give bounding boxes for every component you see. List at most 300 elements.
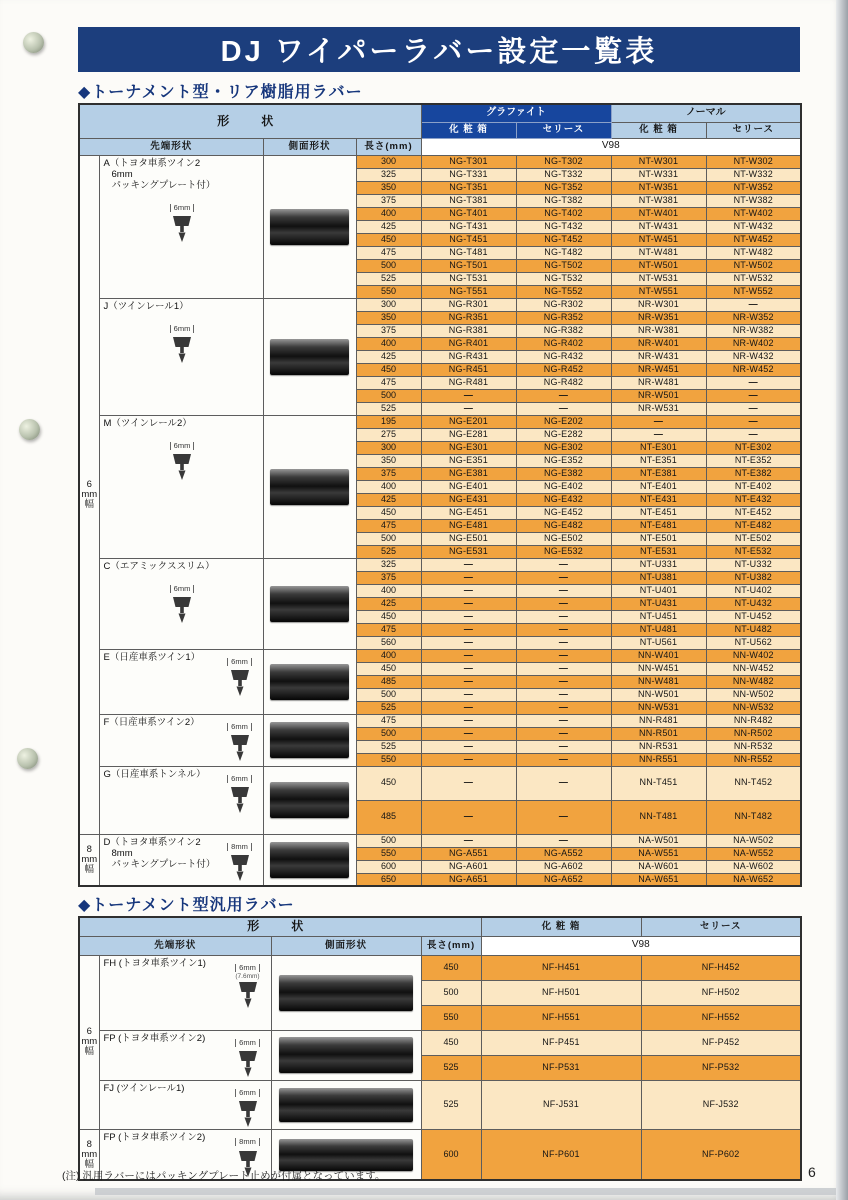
part-number-cell: NT-U481 (611, 623, 706, 636)
group-label-line: J（ツインレール1） (103, 300, 189, 312)
tip-size-note: (7.6mm) (235, 973, 260, 981)
tip-profile-icon (227, 1033, 269, 1079)
part-number-cell: NA-W501 (611, 834, 706, 847)
part-number-cell: NG-A601 (421, 860, 516, 873)
group-inner (100, 715, 263, 764)
empty-part-cell: — (611, 415, 706, 428)
part-number-cell: NT-W351 (611, 181, 706, 194)
part-number-cell: NT-W301 (611, 155, 706, 168)
part-number-cell: NG-R401 (421, 337, 516, 350)
part-number-cell: NT-W482 (706, 246, 801, 259)
group-label (104, 837, 219, 870)
empty-part-cell: — (516, 688, 611, 701)
side-profile-photo (279, 1139, 413, 1171)
part-number-cell: NG-E352 (516, 454, 611, 467)
general-rubber-table (78, 916, 802, 1181)
empty-part-cell: — (516, 675, 611, 688)
part-number-cell: NG-E502 (516, 532, 611, 545)
empty-part-cell: — (421, 740, 516, 753)
part-number-cell: NT-E351 (611, 454, 706, 467)
part-number-cell: NT-E382 (706, 467, 801, 480)
part-number-cell: NN-W531 (611, 701, 706, 714)
part-number-cell: NF-P601 (481, 1130, 641, 1180)
length-cell: 500 (356, 688, 421, 701)
group-inner (100, 1081, 271, 1130)
empty-part-cell: — (516, 597, 611, 610)
side-shape-cell (263, 649, 356, 714)
side-shape-cell (271, 1080, 421, 1130)
tip-shape-cell (99, 955, 271, 1030)
empty-part-cell: — (421, 800, 516, 834)
empty-part-cell: — (706, 402, 801, 415)
length-cell: 600 (356, 860, 421, 873)
part-number-cell: NG-T401 (421, 207, 516, 220)
tip-shape-cell (99, 766, 263, 834)
part-number-cell: NG-E532 (516, 545, 611, 558)
group-label (104, 652, 219, 663)
tip-glyph (168, 596, 196, 624)
length-cell: 195 (356, 415, 421, 428)
tip-size-label: 6mm (235, 1089, 260, 1097)
side-profile-photo (279, 975, 413, 1011)
length-cell: 375 (356, 571, 421, 584)
group-label (104, 418, 261, 429)
part-number-cell: NG-A551 (421, 847, 516, 860)
empty-part-cell: — (611, 428, 706, 441)
width-band-label: 8 mm 幅 (79, 1130, 99, 1180)
group-label-line: D（トヨタ車系ツイン2 (103, 836, 201, 848)
part-number-cell: NG-A651 (421, 873, 516, 886)
part-number-cell: NG-T501 (421, 259, 516, 272)
group-label (104, 1033, 227, 1044)
tip-glyph (226, 854, 254, 882)
length-cell: 300 (356, 298, 421, 311)
part-number-cell: NR-W352 (706, 311, 801, 324)
part-number-cell: NT-W452 (706, 233, 801, 246)
part-number-cell: NG-T332 (516, 168, 611, 181)
length-cell: 560 (356, 636, 421, 649)
part-number-cell: NG-T402 (516, 207, 611, 220)
part-number-cell: NT-W552 (706, 285, 801, 298)
part-number-cell: NT-E451 (611, 506, 706, 519)
group-inner (100, 767, 263, 816)
tip-size-label: 8mm (235, 1138, 260, 1146)
length-cell: 475 (356, 714, 421, 727)
part-number-cell: NN-R531 (611, 740, 706, 753)
empty-part-cell: — (516, 800, 611, 834)
model-row-v98: V98 (481, 936, 801, 955)
group-inner (100, 299, 263, 366)
part-number-cell: NA-W601 (611, 860, 706, 873)
part-number-cell: NT-U451 (611, 610, 706, 623)
length-cell: 500 (356, 834, 421, 847)
part-number-cell: NG-T451 (421, 233, 516, 246)
part-number-cell: NT-U381 (611, 571, 706, 584)
part-number-cell: NT-W381 (611, 194, 706, 207)
group-inner (100, 835, 263, 884)
group-label (104, 1132, 227, 1143)
length-cell: 550 (421, 1005, 481, 1030)
group-inner (100, 650, 263, 699)
group-label-line: FP (トヨタ車系ツイン2) (103, 1032, 206, 1044)
empty-part-cell: — (421, 688, 516, 701)
length-cell: 450 (356, 233, 421, 246)
part-number-cell: NG-R452 (516, 363, 611, 376)
col-header-tip-shape: 先端形状 (79, 936, 271, 955)
part-number-cell: NN-W481 (611, 675, 706, 688)
side-profile-photo (270, 782, 349, 818)
tip-size-label: 6mm (235, 964, 260, 972)
empty-part-cell: — (421, 636, 516, 649)
part-number-cell: NT-U401 (611, 584, 706, 597)
hole-punch (23, 32, 44, 53)
part-number-cell: NG-E201 (421, 415, 516, 428)
model-row-v98: V98 (421, 138, 801, 155)
tip-profile-icon (104, 319, 261, 365)
empty-part-cell: — (421, 649, 516, 662)
col-header-box: 化 粧 箱 (421, 122, 516, 138)
part-number-cell: NR-W531 (611, 402, 706, 415)
empty-part-cell: — (516, 714, 611, 727)
tip-profile-icon (219, 717, 261, 763)
length-cell: 525 (356, 701, 421, 714)
length-cell: 425 (356, 493, 421, 506)
empty-part-cell: — (421, 662, 516, 675)
length-cell: 350 (356, 454, 421, 467)
hole-punch (19, 419, 40, 440)
empty-part-cell: — (516, 610, 611, 623)
part-number-cell: NT-E502 (706, 532, 801, 545)
empty-part-cell: — (516, 558, 611, 571)
part-number-cell: NG-E281 (421, 428, 516, 441)
tip-glyph (226, 734, 254, 762)
part-number-cell: NA-W552 (706, 847, 801, 860)
group-inner (100, 559, 263, 626)
part-number-cell: NR-W381 (611, 324, 706, 337)
part-number-cell: NT-E301 (611, 441, 706, 454)
tip-glyph (168, 453, 196, 481)
section-title-general: ◆トーナメント型汎用ラバー (78, 897, 295, 914)
col-header-graphite: グラファイト (421, 104, 611, 122)
part-number-cell: NG-T551 (421, 285, 516, 298)
part-number-cell: NF-P452 (641, 1030, 801, 1055)
length-cell: 325 (356, 168, 421, 181)
length-cell: 425 (356, 220, 421, 233)
length-cell: 525 (356, 545, 421, 558)
part-number-cell: NR-W501 (611, 389, 706, 402)
part-number-cell: NT-U561 (611, 636, 706, 649)
empty-part-cell: — (516, 753, 611, 766)
part-number-cell: NT-U332 (706, 558, 801, 571)
empty-part-cell: — (706, 298, 801, 311)
page-banner (78, 27, 800, 72)
part-number-cell: NG-R352 (516, 311, 611, 324)
part-number-cell: NT-U431 (611, 597, 706, 610)
part-number-cell: NG-E301 (421, 441, 516, 454)
tip-profile-icon (104, 579, 261, 625)
tip-shape-cell (99, 649, 263, 714)
part-number-cell: NG-E351 (421, 454, 516, 467)
group-label-line: 8mm (111, 847, 133, 859)
part-number-cell: NT-W402 (706, 207, 801, 220)
length-cell: 325 (356, 558, 421, 571)
part-number-cell: NT-U482 (706, 623, 801, 636)
empty-part-cell: — (706, 389, 801, 402)
part-number-cell: NN-W482 (706, 675, 801, 688)
tip-size-label: 6mm (227, 723, 252, 731)
empty-part-cell: — (421, 558, 516, 571)
part-number-cell: NF-P531 (481, 1055, 641, 1080)
page-edge-shadow (95, 1188, 836, 1195)
length-cell: 600 (421, 1130, 481, 1180)
tip-size-label: 6mm (170, 585, 195, 593)
part-number-cell: NT-E532 (706, 545, 801, 558)
part-number-cell: NG-E401 (421, 480, 516, 493)
part-number-cell: NR-W451 (611, 363, 706, 376)
part-number-cell: NR-W382 (706, 324, 801, 337)
col-header-series: セリース (641, 917, 801, 936)
col-header-shape: 形 状 (79, 917, 481, 936)
part-number-cell: NT-E452 (706, 506, 801, 519)
tip-glyph (234, 1100, 262, 1128)
length-cell: 450 (356, 662, 421, 675)
part-number-cell: NG-T431 (421, 220, 516, 233)
part-number-cell: NG-E451 (421, 506, 516, 519)
side-shape-cell (263, 155, 356, 298)
tip-shape-cell (99, 1030, 271, 1080)
length-cell: 485 (356, 800, 421, 834)
part-number-cell: NT-W432 (706, 220, 801, 233)
part-number-cell: NT-E501 (611, 532, 706, 545)
length-cell: 400 (356, 584, 421, 597)
col-header-box: 化 粧 箱 (481, 917, 641, 936)
part-number-cell: NN-R551 (611, 753, 706, 766)
tip-glyph (168, 215, 196, 243)
col-header-box: 化 粧 箱 (611, 122, 706, 138)
part-number-cell: NR-W481 (611, 376, 706, 389)
part-number-cell: NT-E302 (706, 441, 801, 454)
group-label-line: A（トヨタ車系ツイン2 (103, 157, 201, 169)
tip-profile-icon (104, 198, 261, 244)
part-number-cell: NT-W501 (611, 259, 706, 272)
tip-glyph (226, 669, 254, 697)
tip-profile-icon (219, 652, 261, 698)
group-label-line: E（日産車系ツイン1） (103, 651, 201, 663)
width-band-label: 6 mm 幅 (79, 155, 99, 834)
part-number-cell: NG-T482 (516, 246, 611, 259)
length-cell: 500 (421, 980, 481, 1005)
part-number-cell: NT-U432 (706, 597, 801, 610)
length-cell: 375 (356, 467, 421, 480)
part-number-cell: NG-E482 (516, 519, 611, 532)
col-header-side-shape: 側面形状 (263, 138, 356, 155)
group-label-line: C（エアミックススリム） (103, 560, 215, 572)
part-number-cell: NT-W532 (706, 272, 801, 285)
tip-profile-icon (104, 436, 261, 482)
length-cell: 350 (356, 311, 421, 324)
part-number-cell: NG-T352 (516, 181, 611, 194)
part-number-cell: NT-E482 (706, 519, 801, 532)
group-label-line: M（ツインレール2） (103, 417, 192, 429)
length-cell: 525 (421, 1055, 481, 1080)
tip-size-label: 8mm (227, 843, 252, 851)
part-number-cell: NG-E452 (516, 506, 611, 519)
part-number-cell: NG-T502 (516, 259, 611, 272)
length-cell: 525 (421, 1080, 481, 1130)
tip-shape-cell (99, 714, 263, 766)
group-label (104, 561, 261, 572)
part-number-cell: NT-W551 (611, 285, 706, 298)
part-number-cell: NF-P532 (641, 1055, 801, 1080)
part-number-cell: NG-E282 (516, 428, 611, 441)
part-number-cell: NT-E402 (706, 480, 801, 493)
part-number-cell: NT-E432 (706, 493, 801, 506)
side-shape-cell (263, 766, 356, 834)
part-number-cell: NN-W501 (611, 688, 706, 701)
length-cell: 300 (356, 441, 421, 454)
tip-profile-icon (227, 958, 269, 1010)
part-number-cell: NN-R482 (706, 714, 801, 727)
part-number-cell: NG-T302 (516, 155, 611, 168)
empty-part-cell: — (516, 636, 611, 649)
part-number-cell: NN-W502 (706, 688, 801, 701)
tip-profile-icon (227, 1083, 269, 1129)
side-profile-photo (270, 586, 349, 622)
part-number-cell: NF-H502 (641, 980, 801, 1005)
part-number-cell: NG-T552 (516, 285, 611, 298)
tip-size-label: 6mm (170, 204, 195, 212)
part-number-cell: NG-R382 (516, 324, 611, 337)
length-cell: 650 (356, 873, 421, 886)
width-band-label: 8 mm 幅 (79, 834, 99, 886)
part-number-cell: NG-R351 (421, 311, 516, 324)
side-shape-cell (263, 714, 356, 766)
part-number-cell: NA-W652 (706, 873, 801, 886)
tip-shape-cell (99, 298, 263, 415)
part-number-cell: NG-T331 (421, 168, 516, 181)
group-label (104, 158, 261, 191)
part-number-cell: NT-W502 (706, 259, 801, 272)
part-number-cell: NT-U382 (706, 571, 801, 584)
part-number-cell: NG-E501 (421, 532, 516, 545)
part-number-cell: NG-R451 (421, 363, 516, 376)
part-number-cell: NG-R381 (421, 324, 516, 337)
part-number-cell: NF-J531 (481, 1080, 641, 1130)
part-number-cell: NF-P602 (641, 1130, 801, 1180)
length-cell: 425 (356, 597, 421, 610)
part-number-cell: NG-E202 (516, 415, 611, 428)
part-number-cell: NN-W452 (706, 662, 801, 675)
part-number-cell: NA-W602 (706, 860, 801, 873)
part-number-cell: NT-W382 (706, 194, 801, 207)
tip-glyph (234, 1050, 262, 1078)
part-number-cell: NG-E431 (421, 493, 516, 506)
part-number-cell: NT-E381 (611, 467, 706, 480)
empty-part-cell: — (421, 584, 516, 597)
part-number-cell: NT-E352 (706, 454, 801, 467)
empty-part-cell: — (516, 584, 611, 597)
part-number-cell: NN-R552 (706, 753, 801, 766)
part-number-cell: NN-W532 (706, 701, 801, 714)
length-cell: 550 (356, 753, 421, 766)
part-number-cell: NG-T351 (421, 181, 516, 194)
empty-part-cell: — (516, 402, 611, 415)
empty-part-cell: — (516, 834, 611, 847)
side-profile-photo (270, 339, 349, 375)
empty-part-cell: — (421, 675, 516, 688)
col-header-normal: ノーマル (611, 104, 801, 122)
empty-part-cell: — (421, 701, 516, 714)
part-number-cell: NR-W301 (611, 298, 706, 311)
part-number-cell: NF-H552 (641, 1005, 801, 1030)
side-profile-photo (270, 209, 349, 245)
side-shape-cell (263, 834, 356, 886)
tip-glyph (234, 981, 262, 1009)
length-cell: 400 (356, 480, 421, 493)
group-label-line: パッキングプレート付） (111, 179, 216, 191)
length-cell: 525 (356, 740, 421, 753)
group-label-line: G（日産車系トンネル） (103, 768, 206, 780)
empty-part-cell: — (421, 623, 516, 636)
part-number-cell: NT-W451 (611, 233, 706, 246)
part-number-cell: NG-E531 (421, 545, 516, 558)
part-number-cell: NT-W481 (611, 246, 706, 259)
length-cell: 550 (356, 847, 421, 860)
part-number-cell: NT-U402 (706, 584, 801, 597)
length-cell: 400 (356, 649, 421, 662)
side-profile-photo (270, 722, 349, 758)
tip-size-label: 6mm (170, 442, 195, 450)
tip-glyph (168, 336, 196, 364)
empty-part-cell: — (706, 376, 801, 389)
part-number-cell: NA-W551 (611, 847, 706, 860)
part-number-cell: NG-A602 (516, 860, 611, 873)
group-label-line: FH (トヨタ車系ツイン1) (103, 957, 206, 969)
empty-part-cell: — (516, 740, 611, 753)
part-number-cell: NG-T382 (516, 194, 611, 207)
part-number-cell: NF-J532 (641, 1080, 801, 1130)
group-inner (100, 956, 271, 1011)
part-number-cell: NR-W351 (611, 311, 706, 324)
col-header-side-shape: 側面形状 (271, 936, 421, 955)
length-cell: 400 (356, 207, 421, 220)
empty-part-cell: — (421, 389, 516, 402)
part-number-cell: NN-R502 (706, 727, 801, 740)
part-number-cell: NA-W651 (611, 873, 706, 886)
part-number-cell: NR-W431 (611, 350, 706, 363)
tip-size-label: 6mm (170, 325, 195, 333)
part-number-cell: NT-E531 (611, 545, 706, 558)
part-number-cell: NN-T451 (611, 766, 706, 800)
empty-part-cell: — (421, 766, 516, 800)
part-number-cell: NG-T531 (421, 272, 516, 285)
empty-part-cell: — (706, 415, 801, 428)
part-number-cell: NT-E401 (611, 480, 706, 493)
empty-part-cell: — (516, 623, 611, 636)
group-label-line: 6mm (111, 168, 133, 180)
length-cell: 275 (356, 428, 421, 441)
length-cell: 485 (356, 675, 421, 688)
part-number-cell: NG-R431 (421, 350, 516, 363)
length-cell: 450 (356, 610, 421, 623)
empty-part-cell: — (421, 714, 516, 727)
empty-part-cell: — (421, 597, 516, 610)
rear-resin-rubber-table (78, 103, 802, 887)
part-number-cell: NG-A552 (516, 847, 611, 860)
empty-part-cell: — (516, 701, 611, 714)
col-header-shape: 形 状 (79, 104, 421, 138)
part-number-cell: NF-P451 (481, 1030, 641, 1055)
